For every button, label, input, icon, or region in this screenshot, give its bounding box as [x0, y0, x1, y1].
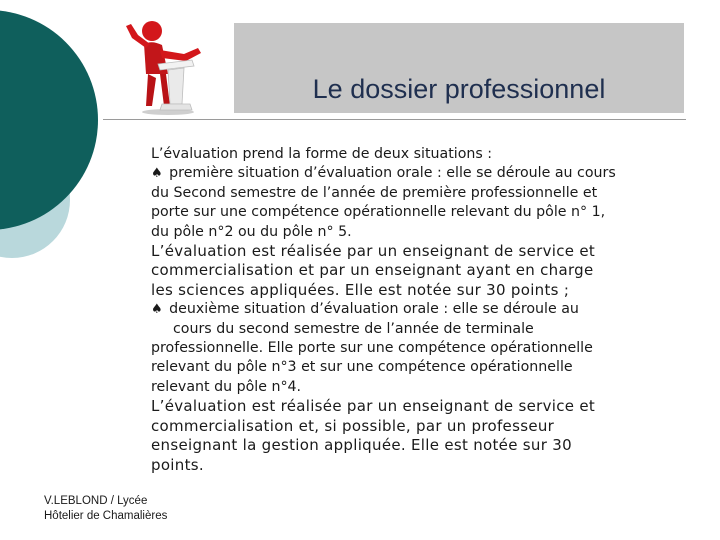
- situation-1-line-3: porte sur une compétence opérationnelle relevant du pôle n° 1,: [151, 204, 606, 221]
- speaker-at-podium-icon: [118, 18, 214, 118]
- situation-2-line-2: [151, 320, 691, 339]
- situation-1-line-4: du pôle n°2 ou du pôle n° 5.: [151, 223, 352, 240]
- situation-2-eval-3: enseignant la gestion appliquée. Elle est notée sur 30: [151, 436, 572, 455]
- footer-line-1: V.LEBLOND / Lycée: [44, 495, 148, 507]
- situation-2-eval-1: L’évaluation est réalisée par un enseignant de service et: [151, 397, 596, 416]
- situation-2-eval-2: commercialisation et, si possible, par un professeur: [151, 416, 555, 435]
- spade-bullet-icon: ♠: [151, 302, 163, 318]
- page-title: Le dossier professionnel: [312, 74, 606, 104]
- footer-credit: [44, 494, 167, 524]
- situation-2-line-5: relevant du pôle n°4.: [151, 378, 302, 395]
- situation-2-line-3: professionnelle. Elle porte sur une compétence opérationnelle: [151, 340, 593, 357]
- situation-1-eval-1: L’évaluation est réalisée par un enseignant de service et: [151, 242, 596, 261]
- intro-text: L’évaluation prend la forme de deux situations :: [151, 146, 493, 162]
- situation-2-indented-text: cours du second semestre de l’année de terminale: [173, 320, 534, 337]
- situation-2-line-4: relevant du pôle n°3 et sur une compétence opérationnelle: [151, 359, 573, 376]
- spade-bullet-icon: ♠: [151, 166, 163, 182]
- situation-1-eval-2: commercialisation et par un enseignant ayant en charge: [151, 261, 594, 280]
- situation-1-line-1: [151, 164, 691, 183]
- footer-line-2: Hôtelier de Chamalières: [44, 510, 168, 522]
- situation-2-text: deuxième situation d’évaluation orale : elle se déroule au: [169, 301, 579, 318]
- situation-2-eval-4: points.: [151, 455, 204, 474]
- situation-2-line-1: [151, 300, 691, 319]
- situation-1-text: première situation d’évaluation orale : elle se déroule au cours: [169, 165, 616, 182]
- situation-1-line-2: du Second semestre de l’année de première professionnelle et: [151, 184, 598, 201]
- situation-1-eval-3: les sciences appliquées. Elle est notée sur 30 points ;: [151, 280, 570, 299]
- content-body: [151, 145, 691, 475]
- title-divider: [103, 119, 686, 120]
